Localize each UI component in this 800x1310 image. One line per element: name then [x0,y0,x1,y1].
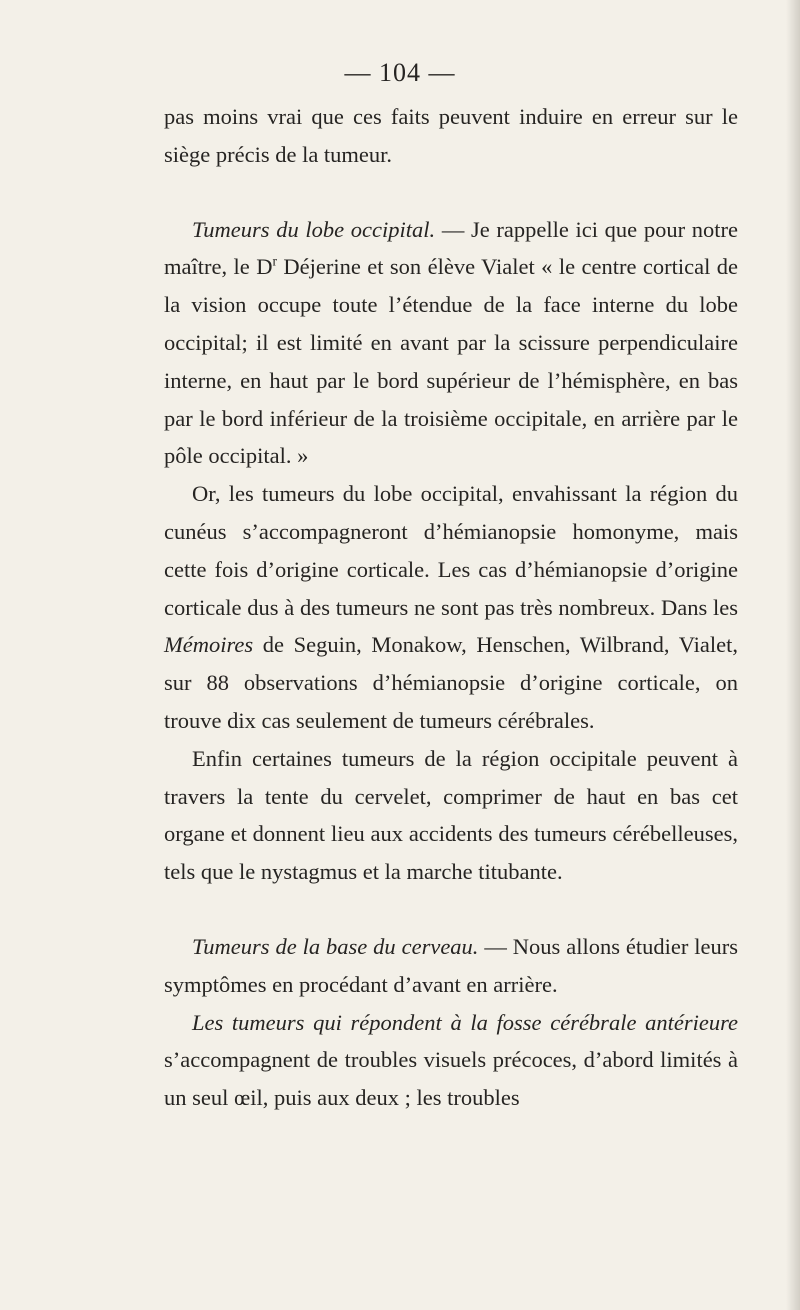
paragraph-occipital [164,211,738,476]
paragraph-1-text: pas moins vrai que ces faits peuvent induire en erreur sur le siège précis de la tumeur. [164,104,738,167]
page-number: — 104 — [344,58,456,87]
paragraph-cuneus [164,475,738,740]
paragraph-cervelet-text: Enfin certaines tumeurs de la région occipitale peuvent à travers la tente du cervelet, comprimer de haut en bas cet organe et donnent lieu aux accidents des tumeurs cérébelleuses, tels que le nystagmus et la marche titubante. [164,745,738,885]
body-text [164,98,738,1117]
memoires-title: Mémoires [164,632,254,658]
paragraph-occipital-text-b: Déjerine et son élève Vialet « le centre cortical de la vision occupe toute l’étendue de la face interne du lobe occipital; il est limité en avant par la scissure perpendiculaire interne, en haut par le bord supérieur de l’hémisphère, en bas par le bord inférieur de la troisième occipitale, en arrière par le pôle occipital. » [164,254,738,469]
section-heading-base: Tumeurs de la base du cerveau. [192,933,479,959]
paragraph-base [164,928,738,1004]
paragraph-occipital-text-a: — Je rappelle ici que pour notre maître, le D [164,216,738,280]
paragraph-fosse-text: s’accompagnent de troubles visuels précoces, d’abord limités à un seul œil, puis aux deux ; les troubles [164,1047,738,1111]
paragraph-cuneus-text-b: de Seguin, Monakow, Henschen, Wilbrand, Vialet, sur 88 observations d’hémianopsie d’origine corticale, on trouve dix cas seulement de tumeurs cérébrales. [164,632,738,733]
paragraph-cervelet [164,740,738,891]
paragraph-base-text: — Nous allons étudier leurs symptômes en procédant d’avant en arrière. [164,933,738,997]
paragraph-cuneus-text-a: Or, les tumeurs du lobe occipital, envahissant la région du cunéus s’accompagneront d’hémianopsie homonyme, mais cette fois d’origine corticale. Les cas d’hémianopsie d’origine corticale dus à des tumeurs ne sont pas très nombreux. Dans les [164,481,738,620]
paragraph-1 [164,98,738,174]
paragraph-fosse [164,1004,738,1117]
section-heading-occipital: Tumeurs du lobe occipital. [192,216,436,242]
doctor-abbrev-sup: r [272,253,277,269]
page-edge-shadow [786,0,800,1310]
section-heading-fosse: Les tumeurs qui répondent à la fosse cérébrale antérieure [192,1009,738,1035]
